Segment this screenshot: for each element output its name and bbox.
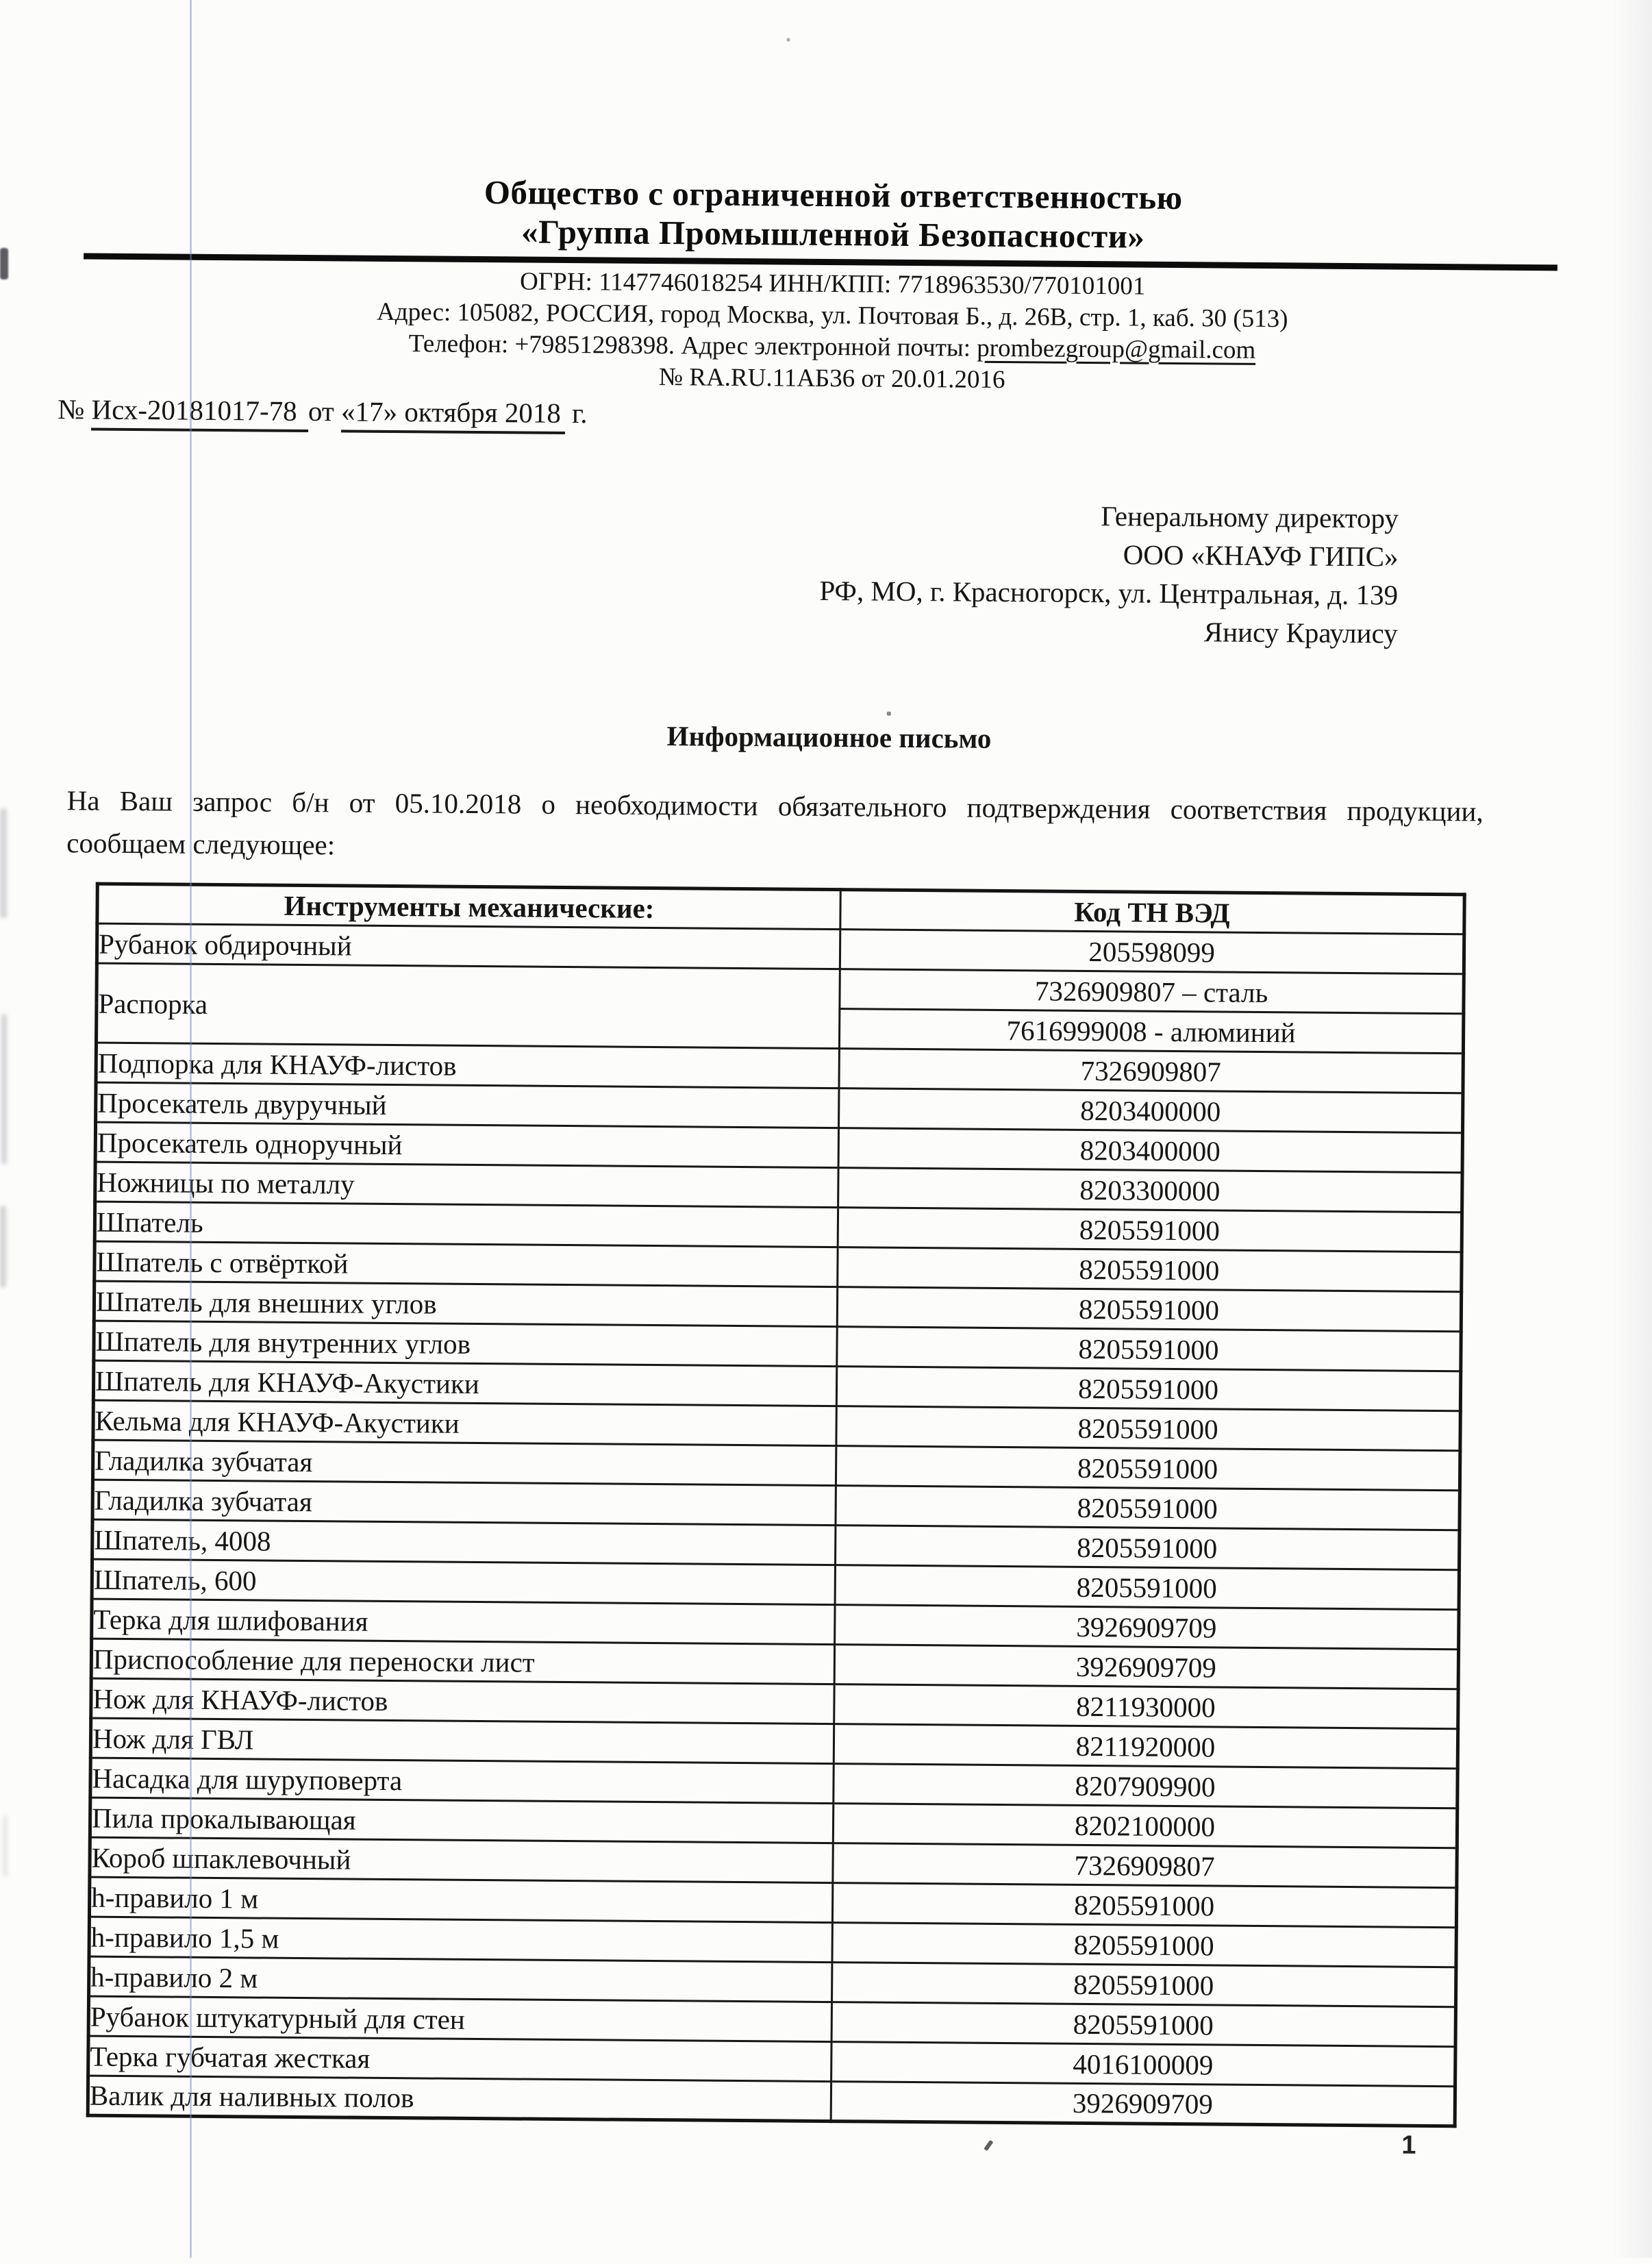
scan-edge-smudge bbox=[3, 1815, 8, 1877]
tnved-code-cell: 8205591000 bbox=[831, 2002, 1455, 2047]
tnved-code-cell: 8205591000 bbox=[832, 1883, 1456, 1928]
tnved-code-cell: 3926909709 bbox=[835, 1605, 1459, 1650]
tnved-code-cell: 3926909709 bbox=[831, 2082, 1455, 2126]
product-name-cell: Терка для шлифования bbox=[92, 1599, 835, 1645]
tnved-code-cell: 8205591000 bbox=[835, 1565, 1459, 1610]
tnved-code-cell: 8207909900 bbox=[834, 1764, 1457, 1808]
product-name-cell: Гладилка зубчатая bbox=[92, 1480, 836, 1526]
product-name-cell: Кельма для КНАУФ-Акустики bbox=[93, 1400, 836, 1446]
tnved-code-cell: 3926909709 bbox=[834, 1645, 1458, 1689]
body-paragraph bbox=[66, 779, 1484, 875]
product-name-cell: Короб шпаклевочный bbox=[90, 1837, 833, 1883]
product-name-cell: Пила прокалывающая bbox=[90, 1797, 833, 1843]
ink-speck bbox=[786, 38, 790, 41]
scan-edge-shadow bbox=[1611, 0, 1652, 2258]
scan-edge-smudge bbox=[0, 808, 7, 918]
product-name-cell: Шпатель для КНАУФ-Акустики bbox=[93, 1360, 836, 1406]
tnved-code-cell: 8211920000 bbox=[834, 1724, 1457, 1769]
ref-date: «17» октября 2018 bbox=[341, 395, 565, 434]
product-name-cell: h-правило 1 м bbox=[89, 1877, 832, 1923]
ink-speck bbox=[984, 2140, 993, 2152]
tnved-code-cell: 7326909807 bbox=[839, 1049, 1463, 1093]
subject-heading: Информационное письмо bbox=[666, 720, 992, 754]
tnved-code-cell: 8205591000 bbox=[832, 1963, 1456, 2007]
product-name-cell: Просекатель одноручный bbox=[95, 1122, 838, 1168]
product-name-cell: Гладилка зубчатая bbox=[92, 1440, 836, 1486]
scan-vertical-line bbox=[190, 0, 192, 2258]
tnved-code-cell: 8205591000 bbox=[832, 1923, 1456, 1967]
email-text: prombezgroup@gmail.com bbox=[977, 334, 1256, 364]
ref-number: Исх-20181017-78 bbox=[91, 394, 308, 432]
product-name-cell: Шпатель для внутренних углов bbox=[94, 1321, 837, 1367]
recipient-line: Янису Краулису bbox=[1203, 616, 1398, 649]
ref-prefix: № bbox=[58, 393, 92, 425]
product-name-cell: h-правило 1,5 м bbox=[89, 1917, 832, 1963]
recipient-line: Генеральному директору bbox=[1101, 500, 1399, 534]
products-table-body bbox=[88, 923, 1464, 2126]
tnved-code-cell: 4016100009 bbox=[831, 2042, 1455, 2087]
letterhead-details bbox=[5, 262, 1652, 401]
outgoing-ref-line bbox=[58, 393, 588, 430]
org-name-line1: Общество с ограниченной ответственностью bbox=[484, 173, 1183, 217]
recipient-line: РФ, МО, г. Красногорск, ул. Центральная, д. 139 bbox=[819, 574, 1399, 611]
product-name-cell: Нож для КНАУФ-листов bbox=[91, 1678, 834, 1724]
product-name-cell: Рубанок штукатурный для стен bbox=[88, 1996, 831, 2042]
tnved-code-cell: 8202100000 bbox=[833, 1804, 1457, 1848]
products-table-wrap bbox=[86, 882, 1463, 2128]
letterhead bbox=[5, 169, 1652, 401]
tnved-code-cell: 8203300000 bbox=[838, 1168, 1462, 1212]
product-name-cell: Шпатель с отвёрткой bbox=[95, 1241, 838, 1287]
tnved-code-cell: 205598099 bbox=[840, 930, 1464, 974]
tnved-code-cell: 8205591000 bbox=[836, 1486, 1460, 1530]
ref-suffix: г. bbox=[564, 397, 588, 430]
products-table bbox=[86, 882, 1466, 2128]
product-name-cell: Шпатель для внешних углов bbox=[94, 1281, 837, 1327]
product-name-cell: Ножницы по металлу bbox=[95, 1162, 838, 1208]
product-name-cell: Терка губчатая жесткая bbox=[88, 2036, 831, 2082]
tnved-code-cell: 8205591000 bbox=[836, 1446, 1460, 1491]
scan-edge-smudge bbox=[1, 1014, 7, 1165]
product-name-cell: Рубанок обдирочный bbox=[97, 923, 840, 969]
product-name-cell: Распорка bbox=[96, 963, 840, 1049]
tnved-code-cell: 8205591000 bbox=[836, 1367, 1460, 1411]
certificate-line: № RA.RU.11АБ36 от 20.01.2016 bbox=[658, 363, 1005, 395]
product-name-cell: Шпатель, 600 bbox=[92, 1559, 835, 1605]
ogrn-inn-line: ОГРН: 1147746018254 ИНН/КПП: 7718963530/770101001 bbox=[519, 267, 1146, 301]
scan-edge-smudge bbox=[0, 1206, 6, 1288]
tnved-code-cell: 8205591000 bbox=[838, 1208, 1462, 1252]
product-name-cell: Шпатель, 4008 bbox=[92, 1519, 836, 1565]
org-name-line2: «Группа Промышленной Безопасности» bbox=[521, 212, 1145, 256]
body-line2: сообщаем следующее: bbox=[66, 827, 336, 861]
product-name-cell: Насадка для шуруповерта bbox=[90, 1758, 834, 1804]
address-line: Адрес: 105082, РОССИЯ, город Москва, ул. Почтовая Б., д. 26В, стр. 1, каб. 30 (513) bbox=[376, 297, 1288, 334]
product-name-cell: Подпорка для КНАУФ-листов bbox=[96, 1043, 839, 1089]
phone-text: Телефон: +79851298398. Адрес электронной почты: bbox=[408, 329, 977, 362]
scan-edge-mark bbox=[0, 248, 8, 279]
tnved-code-cell: 7326909807 bbox=[833, 1843, 1457, 1888]
tnved-code-cell: 7616999008 - алюминий bbox=[839, 1009, 1463, 1054]
tnved-code-cell: 8205591000 bbox=[836, 1406, 1460, 1451]
table-header-code: Код ТН ВЭД bbox=[840, 890, 1464, 934]
page-number: 1 bbox=[1401, 2130, 1416, 2160]
recipient-block bbox=[819, 495, 1399, 653]
tnved-code-cell: 8211930000 bbox=[834, 1684, 1458, 1729]
tnved-code-cell: 7326909807 – сталь bbox=[840, 969, 1464, 1014]
tnved-code-cell: 8205591000 bbox=[837, 1327, 1461, 1371]
product-name-cell: Шпатель bbox=[95, 1202, 838, 1247]
tnved-code-cell: 8203400000 bbox=[838, 1128, 1462, 1173]
tnved-code-cell: 8205591000 bbox=[837, 1287, 1461, 1332]
ref-middle: от bbox=[308, 395, 342, 427]
product-name-cell: Нож для ГВЛ bbox=[90, 1718, 834, 1764]
table-header-products: Инструменты механические: bbox=[97, 884, 840, 930]
ink-speck bbox=[887, 712, 891, 716]
product-name-cell: Валик для наливных полов bbox=[88, 2076, 831, 2122]
product-name-cell: h-правило 2 м bbox=[89, 1956, 832, 2002]
body-line1: На Ваш запрос б/н от 05.10.2018 о необходимости обязательного подтверждения соответствия продукции, bbox=[66, 784, 1484, 828]
recipient-line: ООО «КНАУФ ГИПС» bbox=[1123, 538, 1399, 573]
product-name-cell: Приспособление для переноски лист bbox=[91, 1639, 834, 1684]
tnved-code-cell: 8203400000 bbox=[839, 1089, 1463, 1133]
tnved-code-cell: 8205591000 bbox=[836, 1526, 1460, 1570]
tnved-code-cell: 8205591000 bbox=[838, 1247, 1462, 1292]
product-name-cell: Просекатель двуручный bbox=[96, 1082, 839, 1128]
